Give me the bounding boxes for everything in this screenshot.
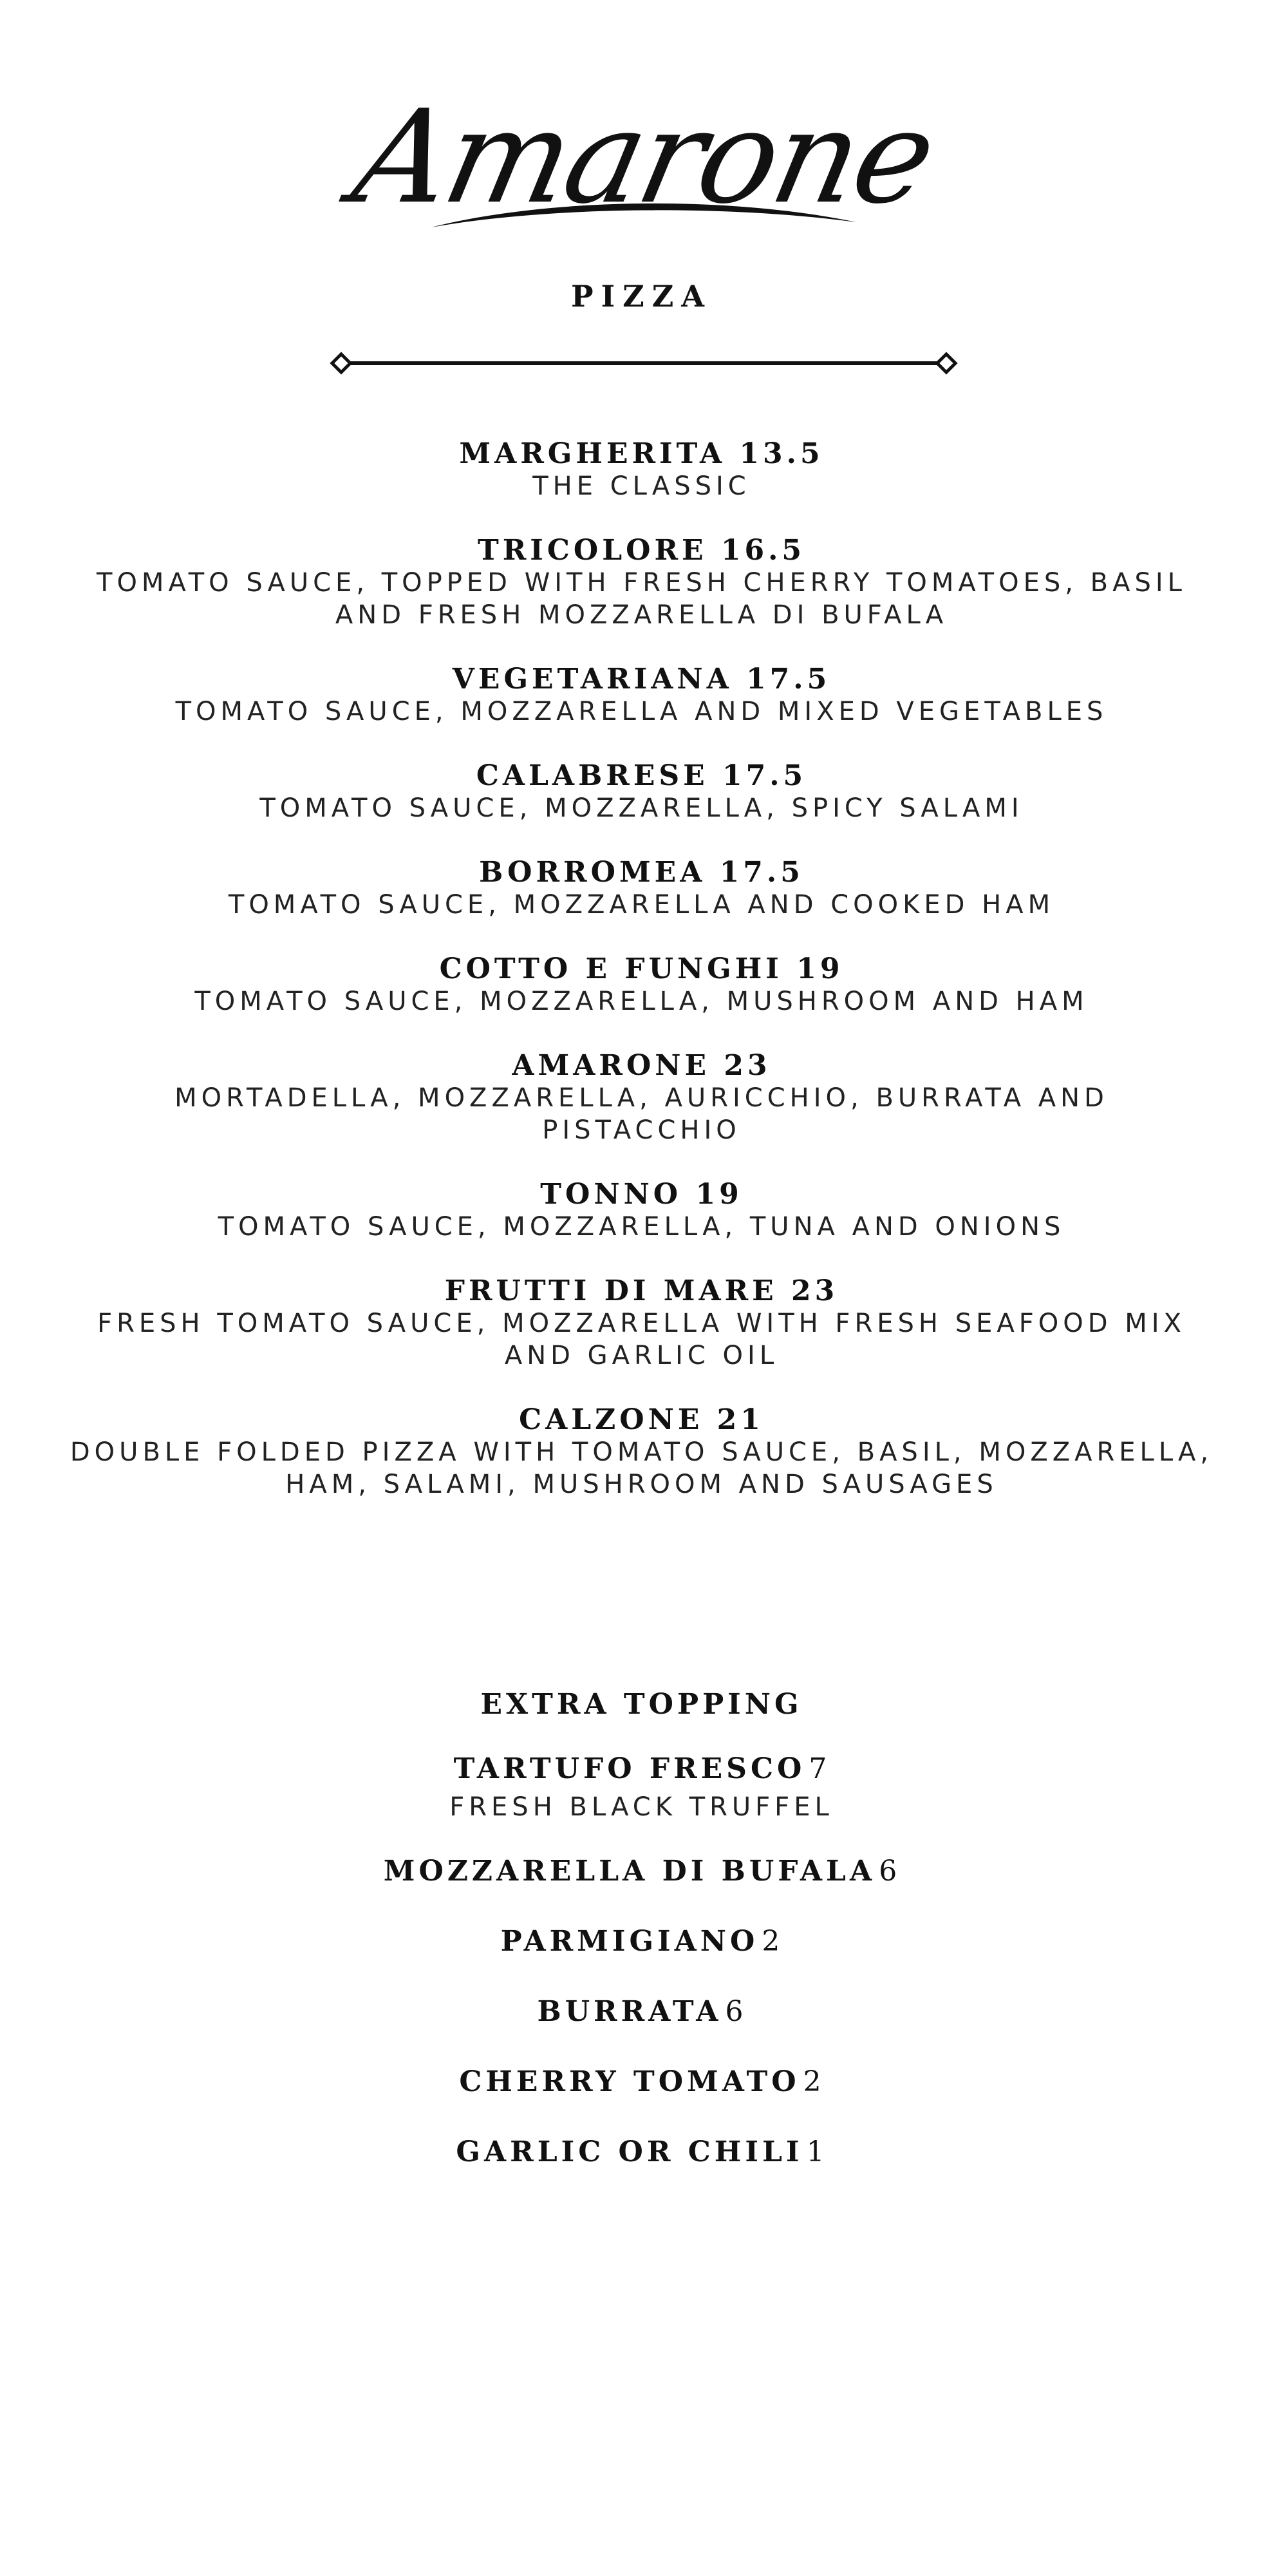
menu-item [39, 760, 1244, 824]
item-desc: TOMATO SAUCE, MOZZARELLA, SPICY SALAMI [259, 793, 1024, 823]
extra-line [39, 2136, 1244, 2174]
item-name: BORROMEA 17.5 [479, 856, 804, 889]
menu-item [39, 438, 1244, 502]
menu-item [39, 535, 1244, 631]
extra-desc: FRESH BLACK TRUFFEL [449, 1792, 834, 1822]
item-desc: FRESH TOMATO SAUCE, MOZZARELLA WITH FRESH SEAFOOD MIX [97, 1309, 1186, 1338]
logo-swash-icon [425, 196, 863, 235]
menu-item [39, 663, 1244, 728]
item-name: AMARONE 23 [512, 1049, 771, 1082]
item-name: TRICOLORE 16.5 [477, 534, 806, 567]
extra-line [39, 1753, 1244, 1791]
extra-item [39, 2066, 1244, 2104]
menu-item [39, 1050, 1244, 1146]
item-name: TONNO 19 [540, 1178, 743, 1211]
item-desc: MORTADELLA, MOZZARELLA, AURICCHIO, BURRATA AND [174, 1083, 1109, 1113]
extra-item [39, 1855, 1244, 1893]
extra-line [39, 2066, 1244, 2104]
item-desc: PISTACCHIO [542, 1115, 741, 1145]
section-title: PIZZA [571, 279, 712, 314]
item-desc: TOMATO SAUCE, MOZZARELLA, TUNA AND ONIONS [218, 1212, 1065, 1242]
menu-item [39, 1404, 1244, 1501]
extra-line [39, 1855, 1244, 1893]
item-name: COTTO E FUNGHI 19 [439, 952, 844, 985]
item-desc: TOMATO SAUCE, MOZZARELLA, MUSHROOM AND HAM [194, 987, 1089, 1016]
item-name: CALABRESE 17.5 [476, 759, 807, 792]
logo-text: Amarone [342, 82, 946, 232]
extra-price: 1 [806, 2136, 827, 2168]
item-desc: AND GARLIC OIL [504, 1341, 779, 1370]
extra-price: 2 [803, 2065, 824, 2098]
divider-ornament [328, 350, 959, 376]
item-name: CALZONE 21 [519, 1403, 764, 1436]
item-desc: DOUBLE FOLDED PIZZA WITH TOMATO SAUCE, BASIL, MOZZARELLA, [70, 1437, 1213, 1467]
logo [322, 84, 966, 251]
item-name: VEGETARIANA 17.5 [452, 663, 831, 696]
item-desc: AND FRESH MOZZARELLA DI BUFALA [335, 600, 948, 630]
menu-item [39, 1275, 1244, 1372]
item-desc: TOMATO SAUCE, TOPPED WITH FRESH CHERRY TOMATOES, BASIL [97, 568, 1186, 598]
extra-item [39, 2136, 1244, 2174]
item-name: MARGHERITA 13.5 [459, 437, 824, 470]
item-desc: HAM, SALAMI, MUSHROOM AND SAUSAGES [285, 1470, 998, 1499]
extra-price: 6 [725, 1995, 746, 2028]
extra-item [39, 1753, 1244, 1823]
extra-price: 6 [879, 1855, 900, 1888]
extra-line [39, 1996, 1244, 2034]
item-desc: TOMATO SAUCE, MOZZARELLA AND MIXED VEGETABLES [175, 697, 1108, 726]
extras-title: EXTRA TOPPING [480, 1688, 803, 1721]
extra-line [39, 1926, 1244, 1964]
extra-item [39, 1926, 1244, 1964]
menu-item [39, 1179, 1244, 1243]
extra-price: 2 [762, 1925, 783, 1958]
item-desc: THE CLASSIC [532, 471, 751, 501]
extra-name: PARMIGIANO [500, 1925, 759, 1958]
extra-name: GARLIC OR CHILI [456, 2136, 803, 2168]
item-name: FRUTTI DI MARE 23 [444, 1274, 839, 1307]
extra-name: BURRATA [537, 1995, 722, 2028]
extra-topping-section [39, 1689, 1244, 2206]
extra-name: MOZZARELLA DI BUFALA [383, 1855, 876, 1888]
extra-price: 7 [809, 1752, 830, 1785]
item-desc: TOMATO SAUCE, MOZZARELLA AND COOKED HAM [228, 890, 1055, 920]
menu-item [39, 953, 1244, 1018]
extra-name: CHERRY TOMATO [459, 2065, 800, 2098]
menu-item [39, 857, 1244, 921]
extra-item [39, 1996, 1244, 2034]
pizza-list [39, 438, 1244, 1533]
extra-name: TARTUFO FRESCO [453, 1752, 806, 1785]
